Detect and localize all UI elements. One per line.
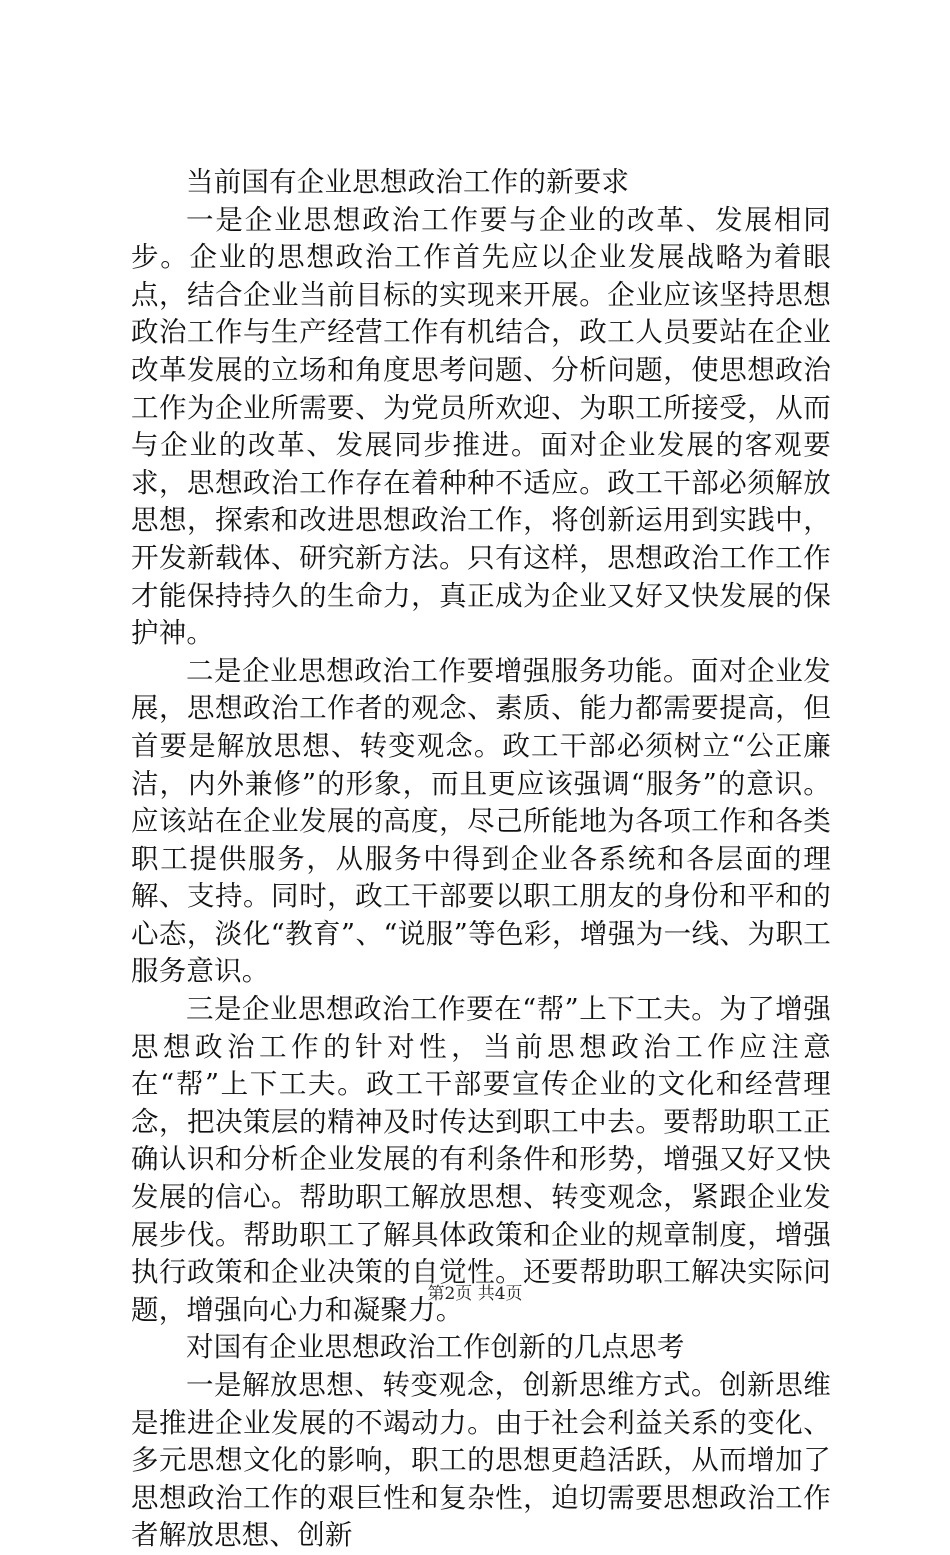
paragraph: 一是企业思想政治工作要与企业的改革、发展相同步。企业的思想政治工作首先应以企业发展战略为着眼点，结合企业当前目标的实现来开展。企业应该坚持思想政治工作与生产经营工作有机结合，政工人员要站在企业改革发展的立场和角度思考问题、分析问题，使思想政治工作为企业所需要、为党员所欢迎、为职工所接受，从而与企业的改革、发展同步推进。面对企业发展的客观要求，思想政治工作存在着种种不适应。政工干部必须解放思想，探索和改进思想政治工作，将创新运用到实践中，开发新载体、研究新方法。只有这样，思想政治工作工作才能保持持久的生命力，真正成为企业又好又快发展的保护神。 xyxy=(131,203,831,650)
paragraph: 一是解放思想、转变观念，创新思维方式。创新思维是推进企业发展的不竭动力。由于社会利益关系的变化、多元思想文化的影响，职工的思想更趋活跃，从而增加了思想政治工作的艰巨性和复杂性，迫切需要思想政治工作者解放思想、创新 xyxy=(131,1369,831,1552)
paragraph: 三是企业思想政治工作要在“帮”上下工夫。为了增强思想政治工作的针对性，当前思想政治工作应注意在“帮”上下工夫。政工干部要宣传企业的文化和经营理念，把决策层的精神及时传达到职工中去。要帮助职工正确认识和分析企业发展的有利条件和形势，增强又好又快发展的信心。帮助职工解放思想、转变观念，紧跟企业发展步伐。帮助职工了解具体政策和企业的规章制度，增强执行政策和企业决策的自觉性。还要帮助职工解决实际问题，增强向心力和凝聚力。 xyxy=(131,993,831,1326)
document-body xyxy=(131,164,831,1555)
paragraph: 二是企业思想政治工作要增强服务功能。面对企业发展，思想政治工作者的观念、素质、能力都需要提高，但首要是解放思想、转变观念。政工干部必须树立“公正廉洁，内外兼修”的形象，而且更应该强调“服务”的意识。应该站在企业发展的高度，尽己所能地为各项工作和各类职工提供服务，从服务中得到企业各系统和各层面的理解、支持。同时，政工干部要以职工朋友的身份和平和的心态，淡化“教育”、“说服”等色彩，增强为一线、为职工服务意识。 xyxy=(131,654,831,988)
section-heading: 对国有企业思想政治工作创新的几点思考 xyxy=(186,1331,685,1364)
section-heading: 当前国有企业思想政治工作的新要求 xyxy=(186,166,630,198)
page-number-footer: 第2页 共4页 xyxy=(427,1284,523,1304)
